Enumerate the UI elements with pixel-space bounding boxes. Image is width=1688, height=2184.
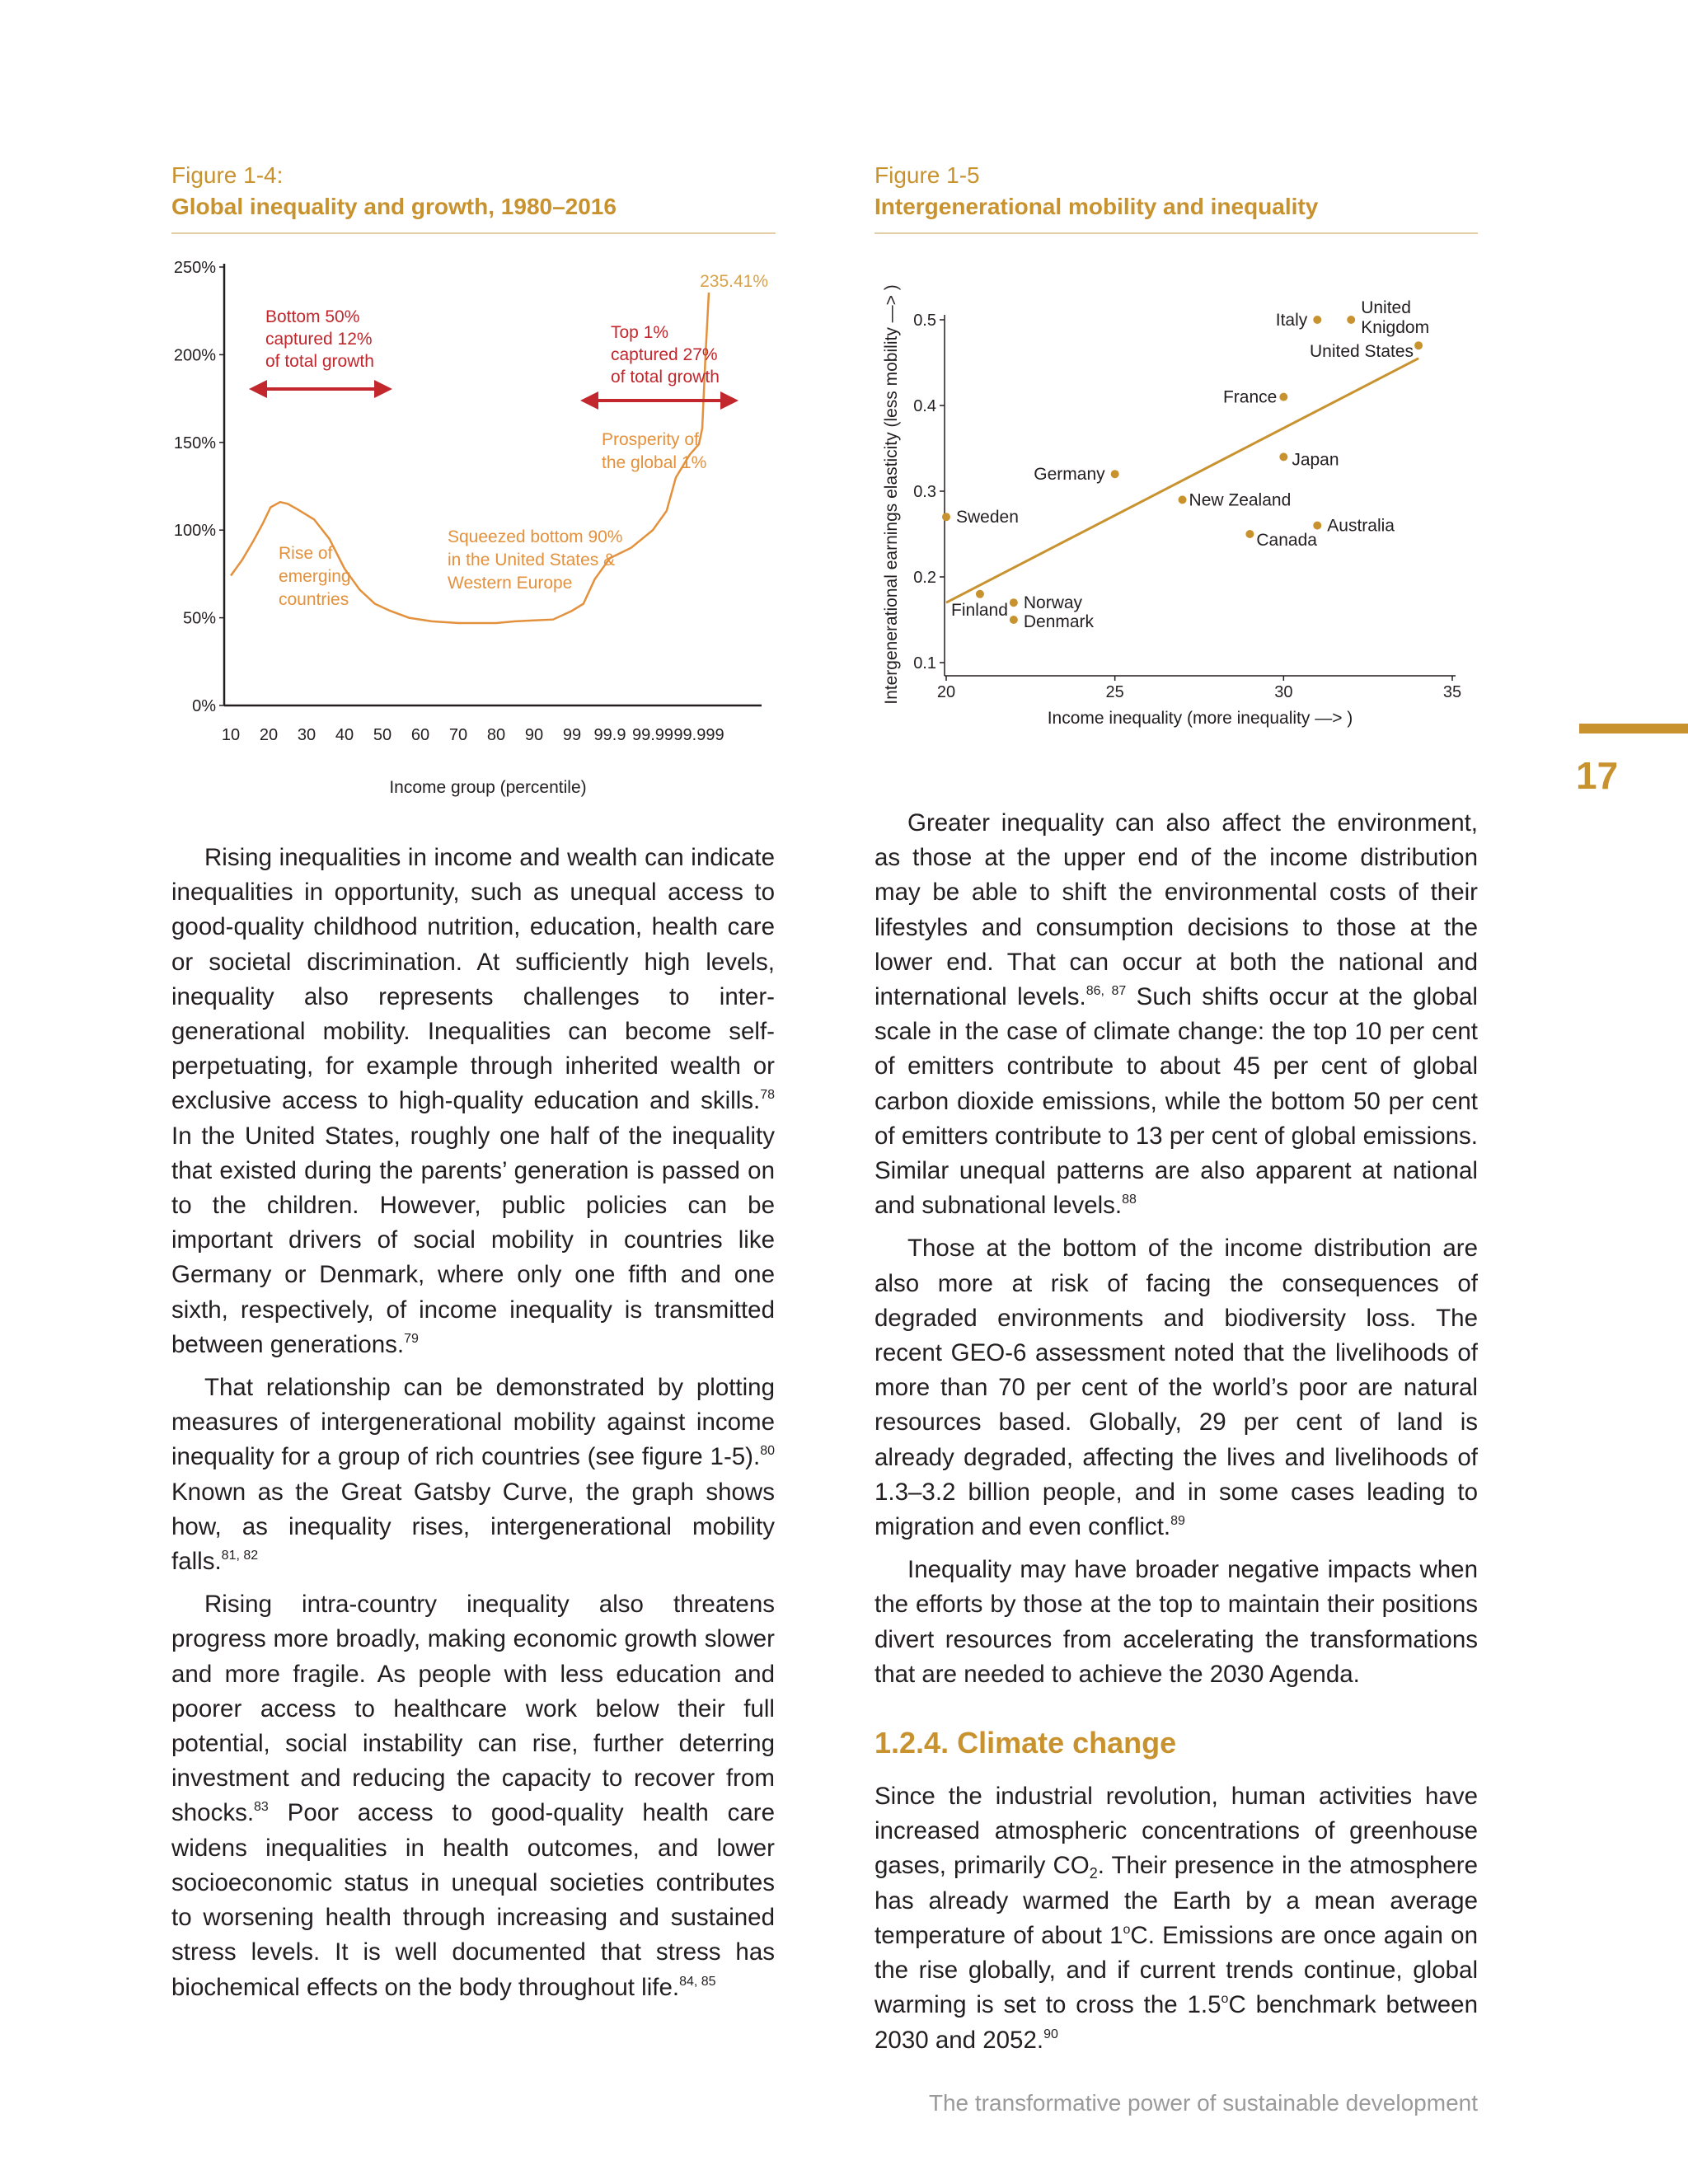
point-label: Canada (1256, 531, 1317, 550)
x-tick-label: 30 (297, 726, 316, 744)
x-tick-label: 40 (335, 726, 354, 744)
figure-1-5-rule (874, 232, 1478, 234)
scatter-point (1279, 452, 1287, 461)
y-tick-label: 0.4 (913, 397, 936, 415)
point-label: France (1222, 387, 1278, 407)
scatter-point (1111, 470, 1119, 478)
point-label: Denmark (1023, 612, 1095, 631)
y-tick-label: 150% (173, 434, 216, 452)
paragraph: Rising inequalities in income and wealth can indicate inequalities in opportunity, such as unequal access to good-quality childhood nutrition, education, health care or societal discrimination. At sufficiently high levels, inequality also represents challenges to inter-generational mobility. Inequalities can become self-perpetuating, for example through inherited wealth or exclusive access to high-quality education and skills.$^{78}$ In the United States, roughly one half of the inequality that existed during the parents’ generation is passed on to the children. However, public policies can be important drivers of social mobility in countries like Germany or Denmark, where only one fifth and one sixth, respectively, of income inequality is transmitted between generations.$^{79}$ (171, 844, 775, 1358)
point-label: Australia (1327, 516, 1395, 536)
y-axis-title: Intergenerational earnings elasticity (less mobility —> ) (882, 284, 901, 705)
scatter-point (1347, 316, 1355, 324)
x-tick-label: 99 (562, 726, 582, 744)
x-tick-label: 20 (259, 726, 279, 744)
y-tick-label: 0.2 (913, 569, 936, 587)
annotation-emerging: Rise of emerging countries (279, 544, 351, 609)
x-tick-label: 20 (936, 683, 956, 701)
y-tick-label: 0.1 (913, 654, 936, 673)
scatter-point (1313, 522, 1321, 530)
peak-value-label: 235.41% (700, 272, 768, 291)
point-label: New Zealand (1189, 490, 1292, 510)
x-tick-label: 70 (448, 726, 468, 744)
y-tick-label: 50% (182, 609, 216, 628)
scatter-point (1245, 530, 1254, 538)
right-text-column (874, 806, 1478, 2066)
y-tick-label: 250% (173, 259, 216, 277)
x-tick-label: 60 (410, 726, 430, 744)
scatter-point (1279, 393, 1287, 401)
top-1-arrow (580, 391, 738, 410)
y-tick-label: 0.3 (913, 483, 936, 501)
scatter-point (976, 590, 984, 598)
scatter-point (942, 513, 950, 521)
x-axis-title: Income inequality (more inequality —> ) (1047, 709, 1353, 728)
figure-1-4-heading (171, 160, 617, 223)
paragraph: Inequality may have broader negative impacts when the efforts by those at the top to maintain their positions divert resources from accelerating the transformations that are needed to achieve the 2030 Agenda. (874, 1556, 1478, 1688)
left-text-column (171, 841, 775, 2013)
scatter-point (1414, 341, 1423, 349)
x-axis-title: Income group (percentile) (389, 778, 587, 797)
x-tick-label: 90 (524, 726, 544, 744)
scatter-point (1010, 598, 1018, 607)
paragraph: That relationship can be demonstrated by plotting measures of intergenerational mobility against income inequality for a group of rich countries (see figure 1-5).$^{80}$ Known as the Great Gatsby Curve, the graph shows how, as inequality rises, intergenerational mobility falls.$^{81, 82}$ (171, 1374, 775, 1576)
point-label: United Knigdom (1361, 298, 1430, 337)
section-heading: 1.2.4. Climate change (874, 1726, 1177, 1760)
annotation-bottom-50: Bottom 50% captured 12% of total growth (265, 307, 374, 371)
point-label: Germany (1034, 465, 1105, 485)
x-tick-label: 99.99 (631, 726, 674, 744)
trend-line (946, 359, 1418, 602)
point-label: United States (1309, 342, 1414, 362)
scatter-point (1313, 316, 1321, 324)
figure-1-5-heading (874, 160, 1318, 223)
scatter-point (1179, 495, 1187, 504)
annotation-top-1: Top 1% captured 27% of total growth (611, 323, 720, 387)
running-footer: The transformative power of sustainable development (928, 2090, 1478, 2116)
page-number: 17 (1576, 754, 1619, 797)
scatter-point (1010, 616, 1018, 624)
figure-1-5-title: Intergenerational mobility and inequality (874, 194, 1319, 219)
point-label: Finland (951, 600, 1008, 620)
paragraph: Those at the bottom of the income distribution are also more at risk of facing the consequences of degraded environments and biodiversity loss. The recent GEO-6 assessment noted that the livelihoods of more than 70 per cent of the world’s poor are natural resources based. Globally, 29 per cent of land is already degraded, affecting the lives and livelihoods of 1.3–3.2 billion people, and in some cases leading to migration and even conflict.$^{89}$ (874, 1235, 1478, 1541)
x-tick-label: 99.9 (593, 726, 626, 744)
y-tick-label: 200% (173, 346, 216, 365)
figure-1-4-title: Global inequality and growth, 1980–2016 (171, 194, 617, 219)
point-label: Norway (1023, 593, 1083, 613)
mobility-scatter-chart (874, 247, 1484, 742)
page-tab (1579, 724, 1688, 733)
y-tick-label: 100% (173, 522, 216, 541)
point-label: Japan (1292, 450, 1339, 470)
figure-1-4-rule (171, 232, 776, 234)
point-label: Sweden (956, 508, 1019, 527)
x-tick-label: 35 (1442, 683, 1462, 701)
x-tick-label: 99.999 (673, 726, 724, 744)
x-tick-label: 10 (221, 726, 241, 744)
paragraph: Greater inequality can also affect the environment, as those at the upper end of the income distribution may be able to shift the environmental costs of their lifestyles and consumption decisions to those at the lower end. That can occur at both the national and international levels.$^{86, 87}$ Such shifts occur at the global scale in the case of climate change: the top 10 per cent of emitters contribute to about 45 per cent of global carbon dioxide emissions, while the bottom 50 per cent of emitters contribute to 13 per cent of global emissions. Similar unequal patterns are also apparent at national and subnational levels.$^{88}$ (874, 809, 1478, 1220)
annotation-prosperity: Prosperity of the global 1% (602, 430, 707, 472)
point-label: Italy (1275, 311, 1308, 330)
figure-1-5-number: Figure 1-5 (874, 162, 980, 188)
paragraph: Rising intra-country inequality also threatens progress more broadly, making economic growth slower and more fragile. As people with less education and poorer access to healthcare work below their full potential, social instability can rise, further deterring investment and reducing the capacity to recover from shocks.$^{83}$ Poor access to good-quality health care widens inequalities in health outcomes, and lower socioeconomic status in unequal societies contributes to worsening health through increasing and sustained stress levels. It is well documented that stress has biochemical effects on the body throughout life.$^{84, 85}$ (171, 1591, 775, 2001)
x-tick-label: 25 (1105, 683, 1124, 701)
global-inequality-chart (165, 247, 791, 808)
x-tick-label: 50 (373, 726, 392, 744)
annotation-squeezed: Squeezed bottom 90% in the United States & Western Europe (448, 527, 623, 593)
y-tick-label: 0.5 (913, 312, 936, 330)
y-tick-label: 0% (192, 697, 216, 715)
bottom-50-arrow (249, 380, 392, 398)
paragraph: Since the industrial revolution, human activities have increased atmospheric concentrations of greenhouse gases, primarily $CO_2$. Their presence in the atmosphere has already warmed the Earth by a mean average temperature of about 1$^o$C. Emissions are once again on the rise globally, and if current trends continue, global warming is set to cross the 1.5$^o$C benchmark between 2030 and 2052.90 (874, 1783, 1478, 2054)
x-tick-label: 30 (1274, 683, 1293, 701)
figure-1-4-number: Figure 1-4: (171, 162, 284, 188)
x-tick-label: 80 (486, 726, 506, 744)
